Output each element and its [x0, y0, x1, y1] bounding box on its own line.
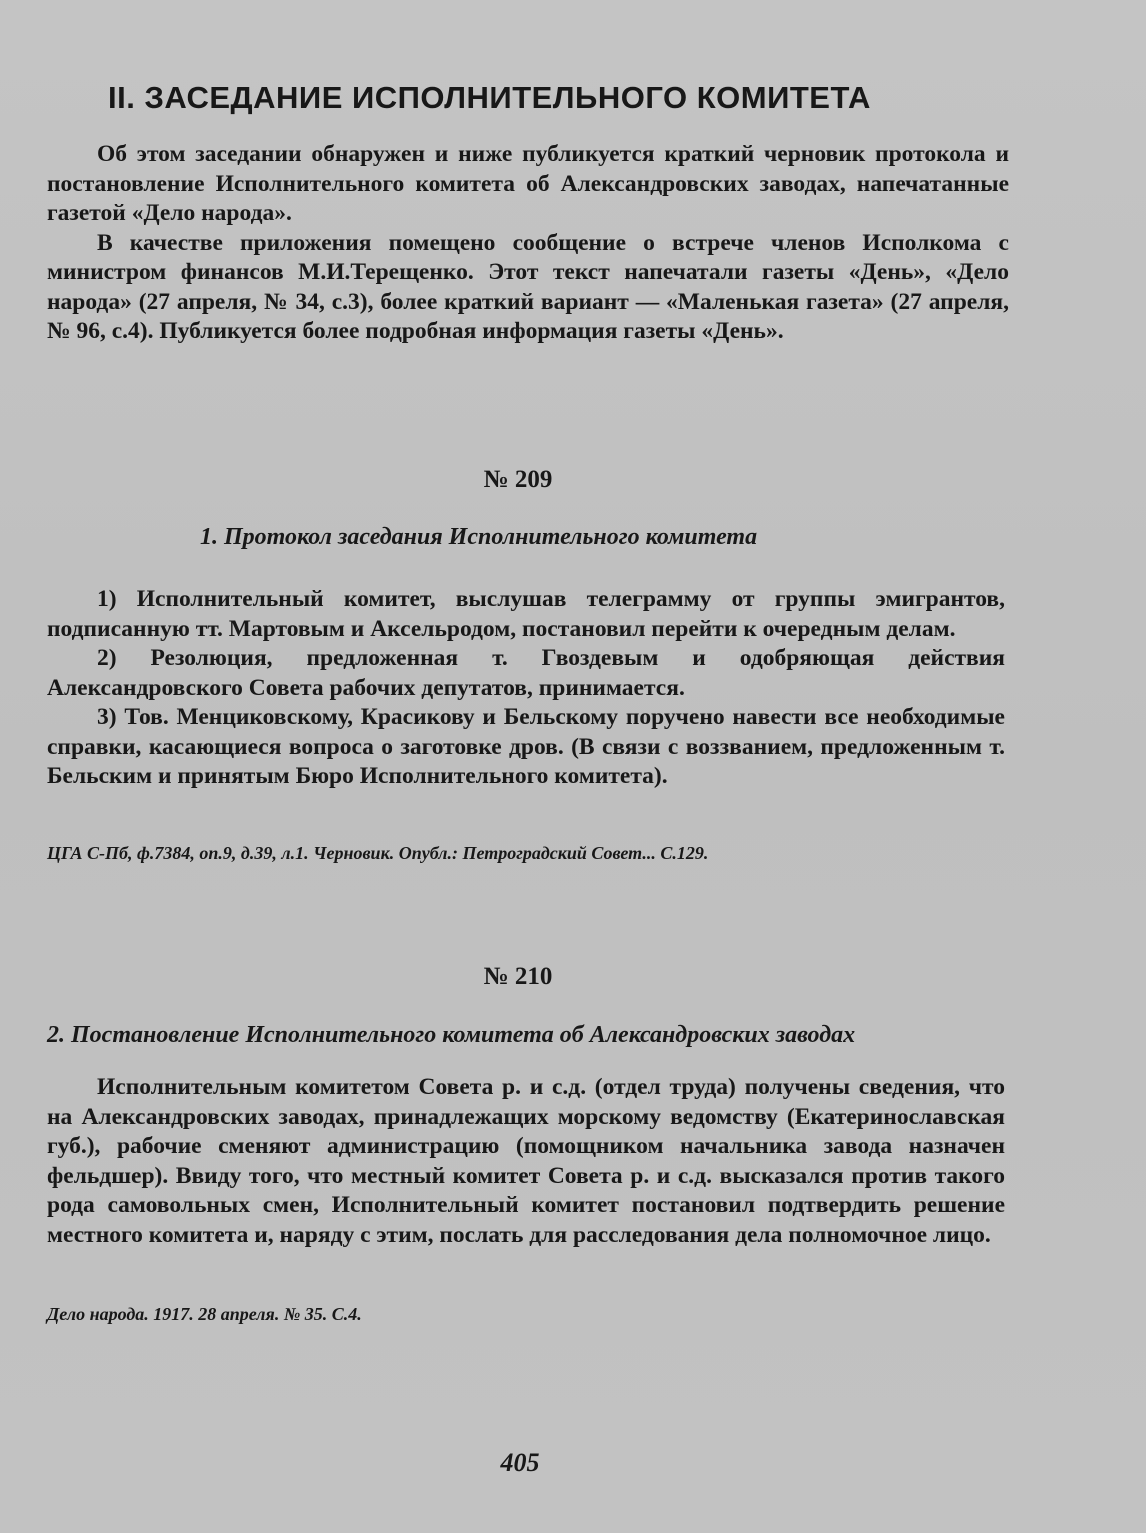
document-body [47, 585, 1005, 792]
document-heading: 2. Постановление Исполнительного комитета об Александровских заводах [47, 1022, 856, 1048]
document-paragraph: 3) Тов. Менциковскому, Красикову и Бельскому поручено навести все необходимые справки, касающиеся вопроса о заготовке дров. (В связи с воззванием, предложенным т. Бельским и принятым Бюро Исполнительного комитета). [47, 704, 1005, 789]
intro-paragraph: Об этом заседании обнаружен и ниже публикуется краткий черновик протокола и постановление Исполнительного комитета об Александровских заводах, напечатанные газетой «Дело народа». [47, 141, 1009, 226]
document-number: № 210 [483, 963, 553, 990]
archive-source: ЦГА С-Пб, ф.7384, оп.9, д.39, л.1. Черновик. Опубл.: Петроградский Совет... С.129. [47, 843, 709, 863]
newspaper-source: Дело народа. 1917. 28 апреля. № 35. С.4. [47, 1304, 362, 1324]
page-number: 405 [500, 1448, 540, 1477]
document-paragraph: 2) Резолюция, предложенная т. Гвоздевым и одобряющая действия Александровского Совета рабочих депутатов, принимается. [47, 645, 1005, 701]
section-intro [47, 140, 1009, 347]
section-title: II. ЗАСЕДАНИЕ ИСПОЛНИТЕЛЬНОГО КОМИТЕТА [108, 80, 871, 115]
document-paragraph: 1) Исполнительный комитет, выслушав телеграмму от группы эмигрантов, подписанную тт. Мартовым и Аксельродом, постановил перейти к очередным делам. [47, 586, 1005, 642]
document-paragraph: Исполнительным комитетом Совета р. и с.д. (отдел труда) получены сведения, что на Александровских заводах, принадлежащих морскому ведомству (Екатеринославская губ.), рабочие сменяют администрацию (помощником начальника завода назначен фельдшер). Ввиду того, что местный комитет Совета р. и с.д. высказался против такого рода самовольных смен, Исполнительный комитет постановил подтвердить решение местного комитета и, наряду с этим, послать для расследования дела полномочное лицо. [47, 1074, 1005, 1248]
document-heading: 1. Протокол заседания Исполнительного комитета [200, 524, 758, 550]
intro-paragraph: В качестве приложения помещено сообщение о встрече членов Исполкома с министром финансов М.И.Терещенко. Этот текст напечатали газеты «День», «Дело народа» (27 апреля, № 34, с.3), более краткий вариант — «Маленькая газета» (27 апреля, № 96, с.4). Публикуется более подробная информация газеты «День». [47, 229, 1009, 344]
document-number: № 209 [483, 466, 553, 493]
document-body [47, 1073, 1005, 1250]
